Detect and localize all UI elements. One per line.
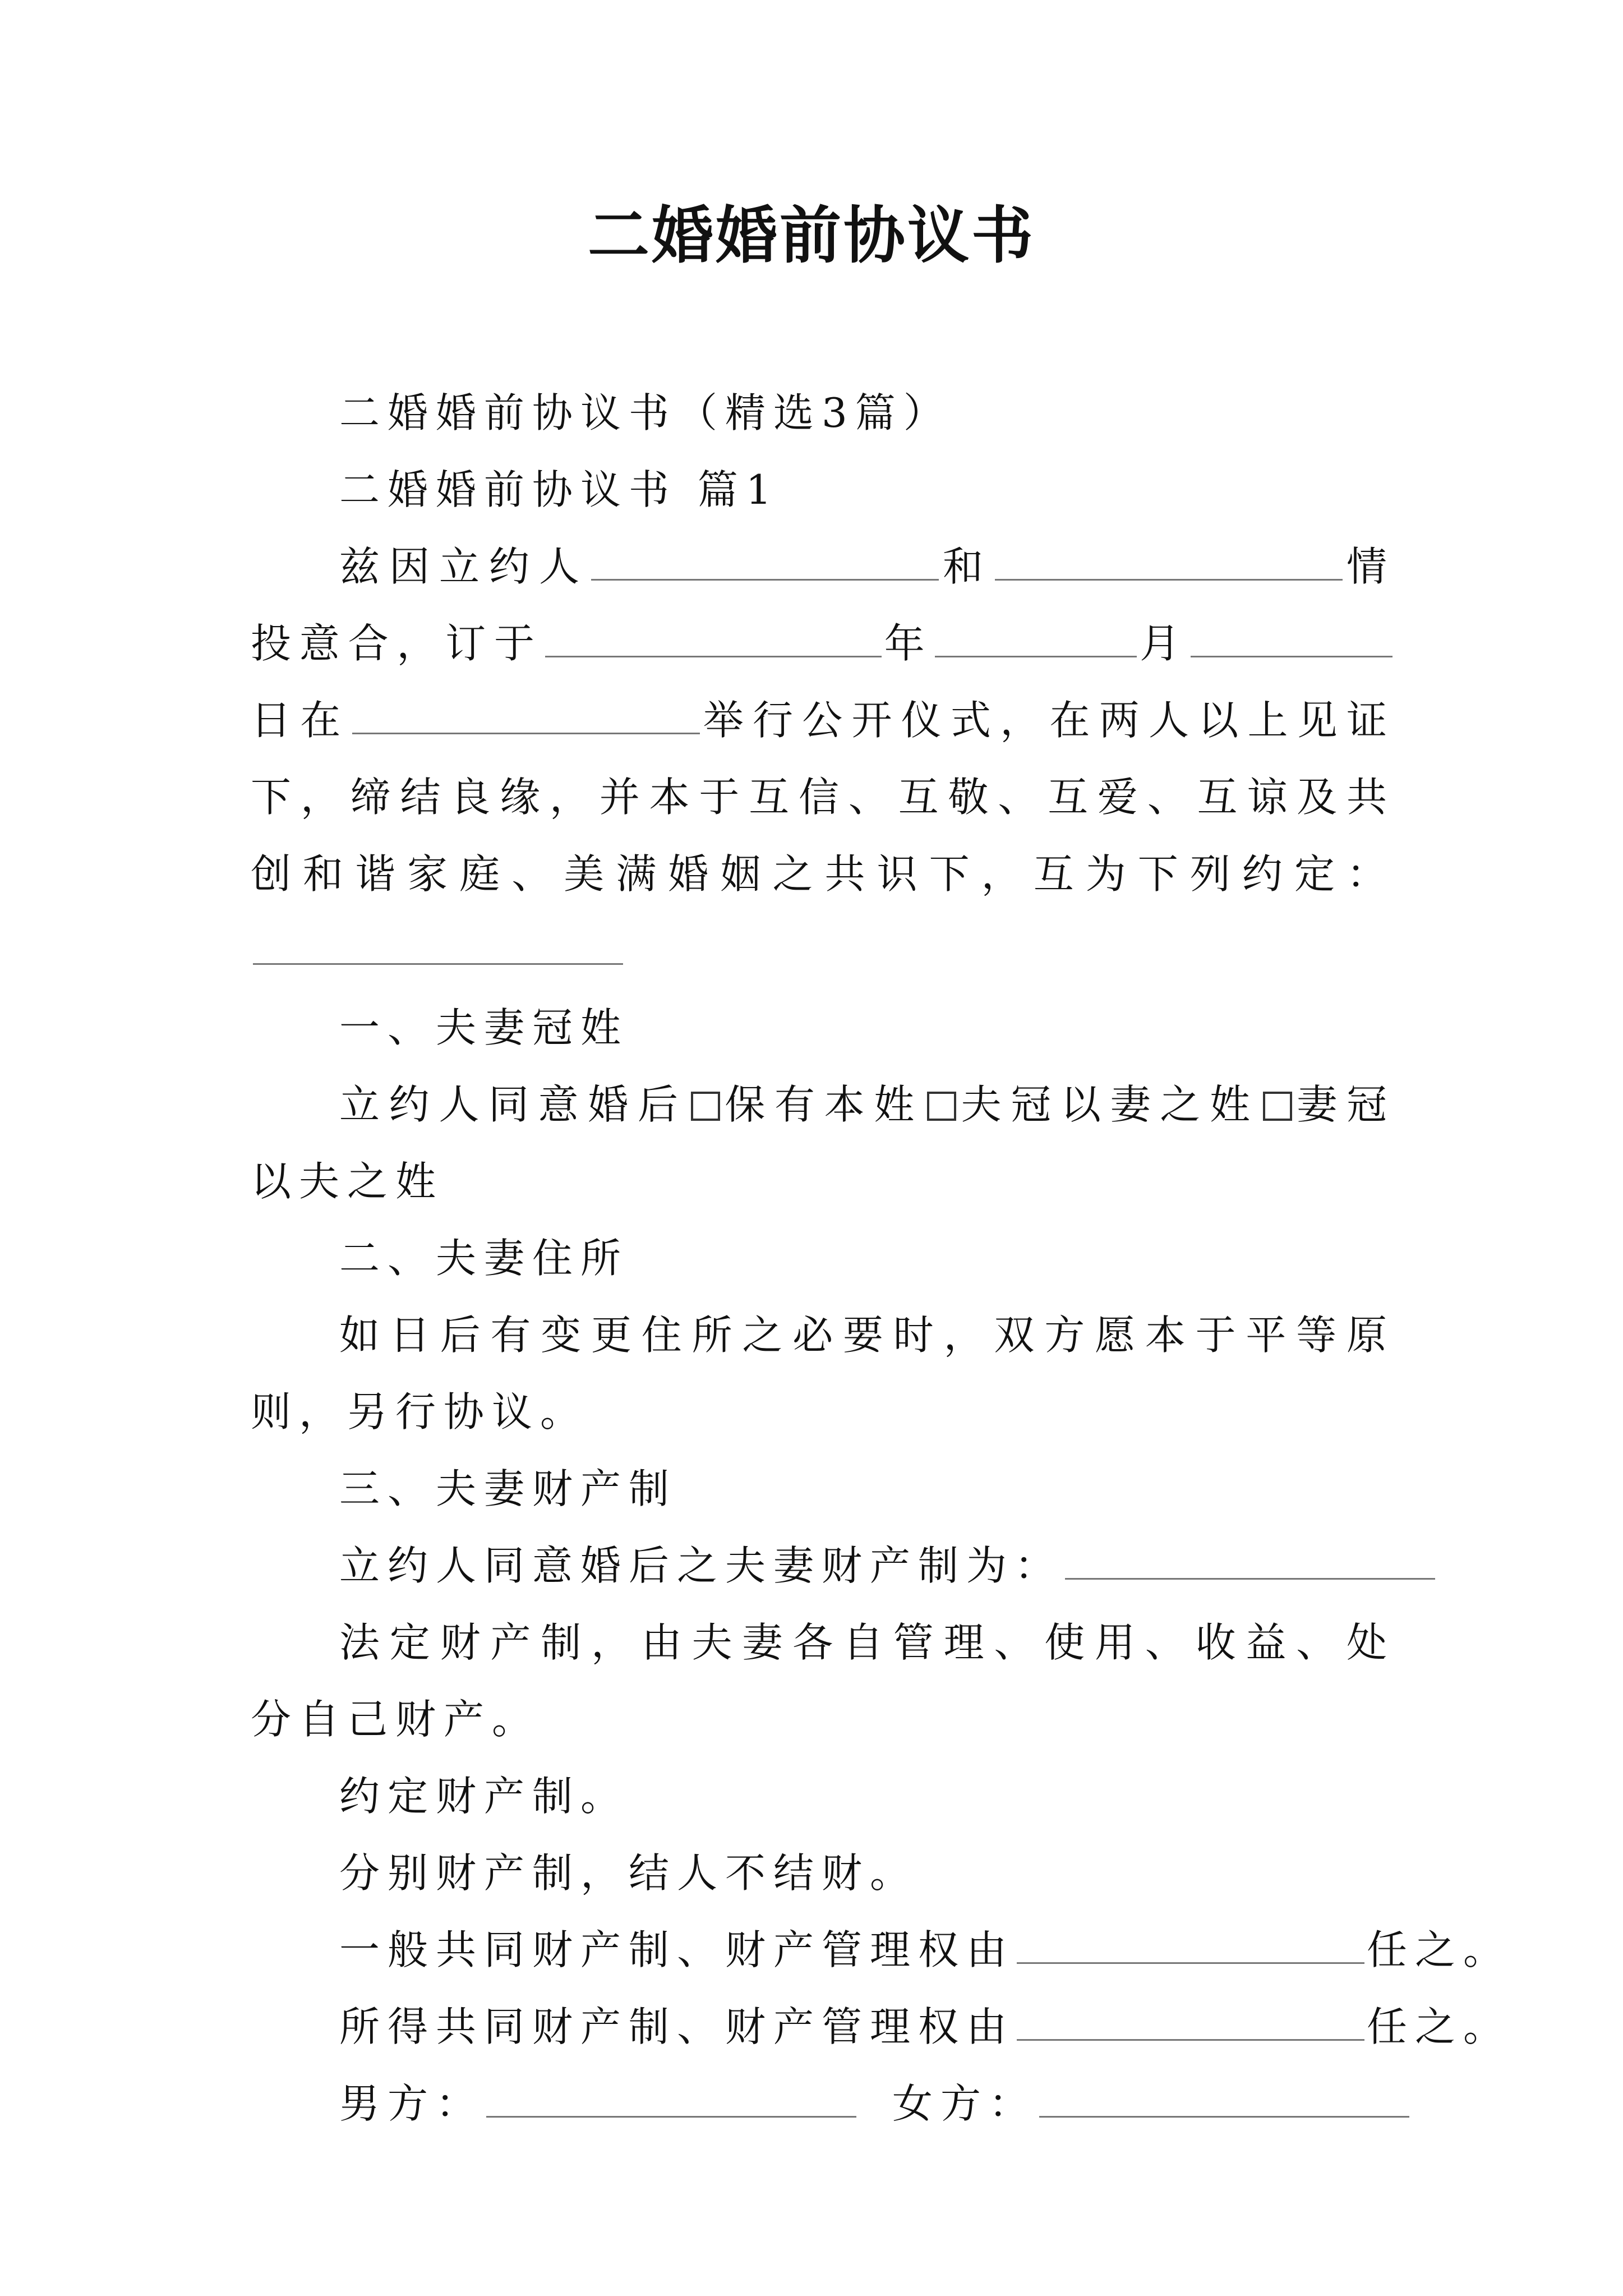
intro-text-6: 日在: [251, 697, 350, 744]
venue-blank[interactable]: [352, 699, 700, 734]
acquired-community-post: 任之。: [1367, 2003, 1512, 2050]
section-heading: 二婚婚前协议书 篇1: [339, 466, 780, 513]
year-blank[interactable]: [545, 622, 882, 657]
subtitle: 二婚婚前协议书（精选3篇）: [339, 389, 952, 436]
property-lead-paragraph: [251, 1527, 1395, 1604]
acquired-community-pre: 所得共同财产制、财产管理权由: [339, 2003, 1015, 2050]
residence-paragraph: 如日后有变更住所之必要时，双方愿本于平等原则，另行协议。: [251, 1312, 1395, 1435]
agreement-blank[interactable]: [253, 930, 623, 965]
property-regime-blank[interactable]: [1065, 1544, 1435, 1580]
residence-heading: 二、夫妻住所: [339, 1235, 629, 1282]
month-blank[interactable]: [935, 622, 1137, 657]
property-lead: 立约人同意婚后之夫妻财产制为：: [339, 1542, 1063, 1589]
male-label: 男方：: [339, 2080, 485, 2127]
general-community-paragraph: [251, 1912, 1512, 1989]
intro-paragraph: [251, 528, 1395, 990]
intro-text-5: 月: [1139, 620, 1188, 667]
party-b-blank[interactable]: [995, 545, 1343, 581]
surname-option-3: 妻冠以夫之姓: [251, 1081, 1395, 1205]
party-a-blank[interactable]: [591, 545, 939, 581]
general-community-pre: 一般共同财产制、财产管理权由: [339, 1926, 1015, 1973]
intro-text-7: 举行公开仪式，在两人以上见证下，缔结良缘，并本于互信、互敬、互爱、互谅及共创和谐家庭、美满婚姻之共识下，互为下列约定：: [251, 697, 1395, 898]
surname-option-2: 夫冠以妻之姓: [959, 1081, 1260, 1128]
intro-text-4: 年: [883, 620, 933, 667]
separate-property-paragraph: 分别财产制，结人不结财。: [339, 1849, 919, 1897]
general-community-post: 任之。: [1367, 1926, 1512, 1973]
intro-text-2: 和: [940, 543, 993, 590]
surname-lead: 立约人同意婚后: [339, 1081, 688, 1128]
signature-line: [251, 2065, 1395, 2142]
surname-heading: 一、夫妻冠姓: [339, 1004, 629, 1051]
document-body: [251, 375, 1512, 2142]
general-manager-blank[interactable]: [1017, 1929, 1364, 1964]
husband-takes-wife-surname-checkbox[interactable]: [927, 1092, 956, 1121]
surname-paragraph: [251, 1066, 1395, 1220]
female-signature-blank[interactable]: [1039, 2082, 1409, 2118]
acquired-community-paragraph: [251, 1989, 1512, 2065]
keep-surname-checkbox[interactable]: [691, 1092, 720, 1121]
male-signature-blank[interactable]: [486, 2082, 856, 2118]
female-label: 女方：: [892, 2080, 1038, 2127]
intro-text-3: 情投意合，订于: [251, 543, 1395, 667]
acquired-manager-blank[interactable]: [1017, 2005, 1364, 2041]
property-heading: 三、夫妻财产制: [339, 1465, 677, 1512]
surname-option-1: 保有本姓: [723, 1081, 924, 1128]
statutory-property-paragraph: 法定财产制，由夫妻各自管理、使用、收益、处分自己财产。: [251, 1619, 1395, 1743]
intro-text-1: 兹因立约人: [339, 543, 589, 590]
document-title: 二婚婚前协议书: [588, 199, 1035, 272]
day-blank[interactable]: [1191, 622, 1393, 657]
agreed-property-paragraph: 约定财产制。: [339, 1773, 629, 1820]
wife-takes-husband-surname-checkbox[interactable]: [1263, 1092, 1292, 1121]
